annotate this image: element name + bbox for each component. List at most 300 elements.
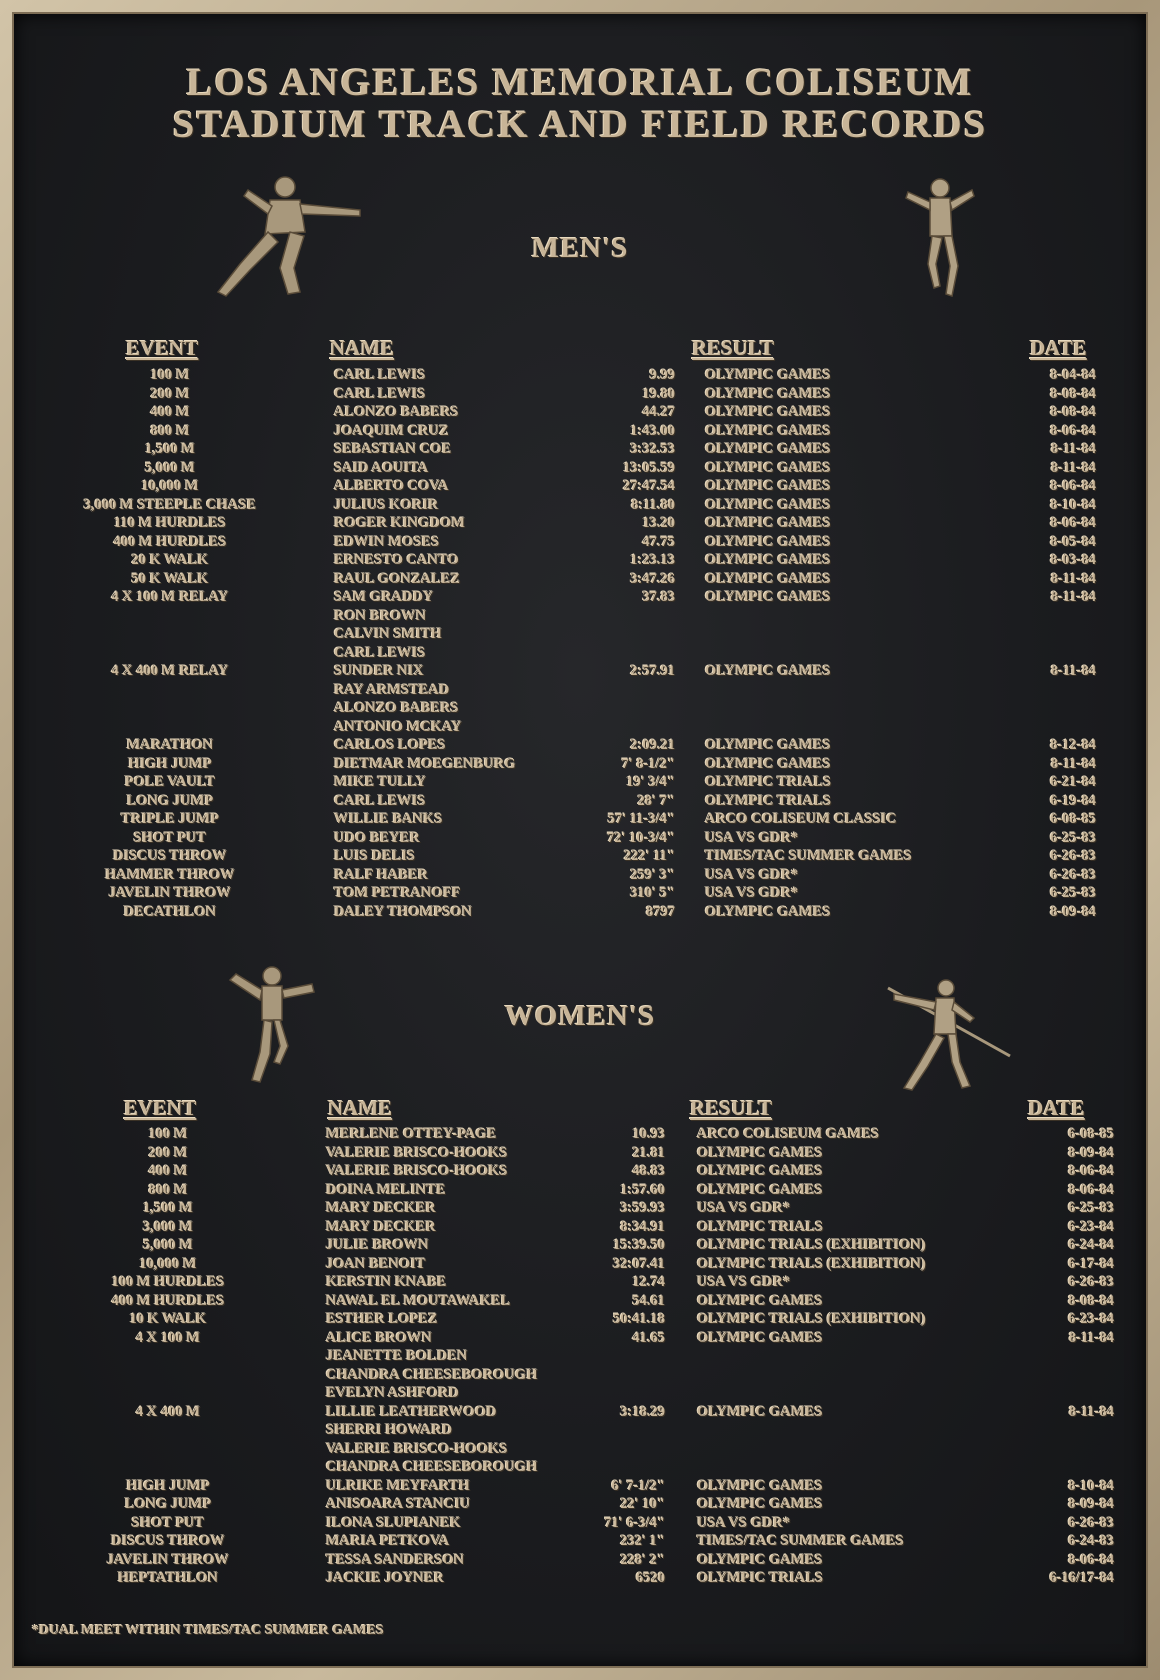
meet-cell: OLYMPIC GAMES <box>705 589 831 605</box>
womens-name-header: NAME <box>328 1096 393 1120</box>
meet-cell: OLYMPIC TRIALS <box>697 1218 824 1235</box>
date-cell: 8-06-84 <box>1068 1551 1114 1568</box>
javelin-thrower-figure-icon <box>884 978 1014 1098</box>
sprinter-figure-icon <box>222 962 322 1087</box>
result-cell: 8797 <box>646 903 675 920</box>
name-cell: ALONZO BABERS <box>334 404 459 420</box>
meet-cell: USA VS GDR* <box>697 1274 791 1290</box>
table-row <box>0 1293 1160 1312</box>
event-cell: 800 M <box>150 422 190 439</box>
event-cell: HIGH JUMP <box>126 1477 210 1494</box>
table-row <box>0 478 1160 497</box>
meet-cell: OLYMPIC GAMES <box>705 459 831 476</box>
result-cell: 1:23.13 <box>630 552 675 568</box>
meet-cell: OLYMPIC GAMES <box>697 1144 823 1161</box>
result-cell: 1:57.60 <box>620 1181 665 1198</box>
name-cell: CALVIN SMITH <box>334 626 442 642</box>
meet-cell: OLYMPIC GAMES <box>697 1163 823 1179</box>
date-cell: 8-11-84 <box>1050 589 1096 605</box>
footnote: *DUAL MEET WITHIN TIMES/TAC SUMMER GAMES <box>32 1623 384 1638</box>
name-cell: SAM GRADDY <box>334 589 434 605</box>
name-cell: CARLOS LOPES <box>334 737 446 753</box>
name-cell: ANISOARA STANCIU <box>326 1496 471 1512</box>
date-cell: 8-11-84 <box>1068 1329 1114 1346</box>
name-cell: RAY ARMSTEAD <box>334 681 450 698</box>
name-cell: ESTHER LOPEZ <box>326 1311 438 1327</box>
meet-cell: OLYMPIC GAMES <box>697 1403 823 1420</box>
event-cell: 3,000 M STEEPLE CHASE <box>83 496 257 513</box>
name-cell: CARL LEWIS <box>334 385 426 402</box>
meet-cell: OLYMPIC GAMES <box>697 1551 823 1568</box>
table-row <box>0 1311 1160 1330</box>
event-cell: DECATHLON <box>123 903 217 920</box>
event-cell: HAMMER THROW <box>105 866 235 883</box>
date-cell: 8-11-84 <box>1050 441 1096 457</box>
table-row <box>0 1237 1160 1256</box>
name-cell: LILLIE LEATHERWOOD <box>326 1403 497 1420</box>
table-row <box>0 1459 1160 1478</box>
table-row <box>0 700 1160 719</box>
meet-cell: OLYMPIC TRIALS <box>705 792 832 809</box>
event-cell: JAVELIN THROW <box>108 885 232 901</box>
name-cell: MERLENE OTTEY-PAGE <box>326 1126 497 1142</box>
result-cell: 8:11.80 <box>631 496 675 513</box>
table-row <box>0 460 1160 479</box>
table-row <box>0 571 1160 590</box>
mens-date-header: DATE <box>1030 336 1087 360</box>
date-cell: 8-06-84 <box>1068 1181 1114 1198</box>
table-row <box>0 1200 1160 1219</box>
result-cell: 232' 1" <box>620 1533 665 1549</box>
date-cell: 6-08-85 <box>1068 1126 1114 1142</box>
event-cell: DISCUS THROW <box>111 1533 225 1549</box>
meet-cell: OLYMPIC GAMES <box>705 385 831 402</box>
table-row <box>0 1163 1160 1182</box>
event-cell: 800 M <box>148 1181 188 1198</box>
table-row <box>0 848 1160 867</box>
name-cell: ALONZO BABERS <box>334 700 459 716</box>
event-cell: 4 X 400 M RELAY <box>111 663 229 679</box>
meet-cell: USA VS GDR* <box>705 829 799 846</box>
event-cell: 10 K WALK <box>129 1311 207 1327</box>
table-row <box>0 904 1160 923</box>
result-cell: 1:43.00 <box>630 422 675 439</box>
name-cell: ERNESTO CANTO <box>334 552 459 568</box>
mens-name-header: NAME <box>330 336 395 360</box>
table-row <box>0 719 1160 738</box>
table-row <box>0 885 1160 904</box>
result-cell: 222' 11" <box>623 848 675 864</box>
event-cell: 200 M <box>148 1144 188 1161</box>
table-row <box>0 1385 1160 1404</box>
result-cell: 3:59.93 <box>620 1200 665 1216</box>
name-cell: ROGER KINGDOM <box>334 515 465 531</box>
table-row <box>0 608 1160 627</box>
table-row <box>0 1441 1160 1460</box>
result-cell: 71' 6-3/4" <box>604 1514 665 1531</box>
table-row <box>0 1367 1160 1386</box>
event-cell: HIGH JUMP <box>128 755 212 772</box>
date-cell: 6-26-83 <box>1050 848 1096 864</box>
name-cell: DIETMAR MOEGENBURG <box>334 755 516 772</box>
table-row <box>0 1570 1160 1589</box>
meet-cell: USA VS GDR* <box>697 1514 791 1531</box>
date-cell: 8-06-84 <box>1050 422 1096 439</box>
meet-cell: OLYMPIC GAMES <box>705 422 831 439</box>
name-cell: VALERIE BRISCO-HOOKS <box>326 1440 508 1457</box>
name-cell: TESSA SANDERSON <box>326 1551 465 1568</box>
table-row <box>0 626 1160 645</box>
name-cell: WILLIE BANKS <box>334 811 443 827</box>
event-cell: 1,500 M <box>143 1200 193 1216</box>
result-cell: 6' 7-1/2" <box>611 1477 665 1494</box>
result-cell: 19.80 <box>642 385 675 402</box>
table-row <box>0 793 1160 812</box>
name-cell: JACKIE JOYNER <box>326 1570 445 1586</box>
title-line-2: STADIUM TRACK AND FIELD RECORDS <box>172 103 988 146</box>
table-row <box>0 367 1160 386</box>
title-line-1: LOS ANGELES MEMORIAL COLISEUM <box>186 61 974 104</box>
date-cell: 8-09-84 <box>1068 1496 1114 1512</box>
date-cell: 8-06-84 <box>1050 478 1096 494</box>
table-row <box>0 1219 1160 1238</box>
meet-cell: OLYMPIC GAMES <box>697 1329 823 1346</box>
meet-cell: OLYMPIC GAMES <box>705 533 831 550</box>
meet-cell: OLYMPIC TRIALS <box>697 1570 824 1586</box>
date-cell: 6-17-84 <box>1068 1255 1114 1272</box>
meet-cell: OLYMPIC GAMES <box>705 663 831 679</box>
table-row <box>0 589 1160 608</box>
event-cell: 5,000 M <box>145 459 195 476</box>
name-cell: EVELYN ASHFORD <box>326 1385 459 1401</box>
result-cell: 6520 <box>636 1570 665 1586</box>
name-cell: RON BROWN <box>334 607 427 624</box>
mens-section-title: MEN'S <box>531 232 629 264</box>
result-cell: 13:05.59 <box>623 459 675 476</box>
table-row <box>0 1552 1160 1571</box>
event-cell: 110 M HURDLES <box>114 515 226 531</box>
date-cell: 8-06-84 <box>1050 515 1096 531</box>
table-row <box>0 1533 1160 1552</box>
name-cell: MARY DECKER <box>326 1200 436 1216</box>
result-cell: 2:09.21 <box>630 737 675 753</box>
womens-result-header: RESULT <box>690 1096 773 1120</box>
event-cell: 100 M <box>148 1126 188 1142</box>
meet-cell: USA VS GDR* <box>705 885 799 901</box>
meet-cell: OLYMPIC GAMES <box>705 515 831 531</box>
table-row <box>0 1348 1160 1367</box>
name-cell: ULRIKE MEYFARTH <box>326 1477 470 1494</box>
name-cell: JOAN BENOIT <box>326 1255 426 1272</box>
date-cell: 8-06-84 <box>1068 1163 1114 1179</box>
result-cell: 310' 5" <box>630 885 675 901</box>
meet-cell: OLYMPIC TRIALS <box>705 774 832 790</box>
table-row <box>0 737 1160 756</box>
table-row <box>0 1256 1160 1275</box>
date-cell: 8-12-84 <box>1050 737 1096 753</box>
result-cell: 15:39.50 <box>613 1237 665 1253</box>
event-cell: 3,000 M <box>143 1218 193 1235</box>
result-cell: 259' 3" <box>630 866 675 883</box>
event-cell: DISCUS THROW <box>113 848 227 864</box>
event-cell: 10,000 M <box>139 1255 197 1272</box>
event-cell: LONG JUMP <box>126 792 214 809</box>
meet-cell: TIMES/TAC SUMMER GAMES <box>705 848 912 864</box>
mens-records-table <box>0 367 1160 922</box>
meet-cell: OLYMPIC GAMES <box>705 570 831 587</box>
event-cell: 1,500 M <box>145 441 195 457</box>
name-cell: VALERIE BRISCO-HOOKS <box>326 1144 508 1161</box>
event-cell: 4 X 400 M <box>135 1403 201 1420</box>
result-cell: 22' 10" <box>620 1496 665 1512</box>
result-cell: 37.83 <box>642 589 675 605</box>
table-row <box>0 534 1160 553</box>
meet-cell: OLYMPIC GAMES <box>697 1292 823 1309</box>
date-cell: 8-08-84 <box>1050 385 1096 402</box>
name-cell: VALERIE BRISCO-HOOKS <box>326 1163 508 1179</box>
result-cell: 21.81 <box>632 1144 665 1161</box>
table-row <box>0 867 1160 886</box>
meet-cell: USA VS GDR* <box>697 1200 791 1216</box>
result-cell: 12.74 <box>632 1274 665 1290</box>
name-cell: ALICE BROWN <box>326 1329 432 1346</box>
name-cell: NAWAL EL MOUTAWAKEL <box>326 1292 511 1309</box>
event-cell: 100 M <box>150 367 190 383</box>
womens-section-title: WOMEN'S <box>504 1000 656 1032</box>
result-cell: 3:32.53 <box>630 441 675 457</box>
event-cell: 200 M <box>150 385 190 402</box>
table-row <box>0 1330 1160 1349</box>
date-cell: 8-11-84 <box>1050 570 1096 587</box>
result-cell: 32:07.41 <box>613 1255 665 1272</box>
meet-cell: OLYMPIC TRIALS (EXHIBITION) <box>697 1255 926 1272</box>
date-cell: 6-25-83 <box>1068 1200 1114 1216</box>
name-cell: MARY DECKER <box>326 1218 436 1235</box>
table-row <box>0 663 1160 682</box>
event-cell: 10,000 M <box>141 478 199 494</box>
date-cell: 8-09-84 <box>1068 1144 1114 1161</box>
table-row <box>0 682 1160 701</box>
name-cell: ALBERTO COVA <box>334 478 449 494</box>
date-cell: 8-11-84 <box>1050 663 1096 679</box>
name-cell: RALF HABER <box>334 866 429 883</box>
fencer-figure-icon <box>210 172 370 302</box>
date-cell: 6-26-83 <box>1050 866 1096 883</box>
meet-cell: OLYMPIC TRIALS (EXHIBITION) <box>697 1237 926 1253</box>
meet-cell: OLYMPIC GAMES <box>705 552 831 568</box>
event-cell: 50 K WALK <box>131 570 209 587</box>
name-cell: TOM PETRANOFF <box>334 885 461 901</box>
event-cell: 5,000 M <box>143 1237 193 1253</box>
table-row <box>0 1274 1160 1293</box>
result-cell: 9.99 <box>649 367 675 383</box>
date-cell: 6-23-84 <box>1068 1218 1114 1235</box>
name-cell: EDWIN MOSES <box>334 533 440 550</box>
result-cell: 47.75 <box>642 533 675 550</box>
date-cell: 8-11-84 <box>1050 459 1096 476</box>
event-cell: 400 M <box>148 1163 188 1179</box>
result-cell: 7' 8-1/2" <box>621 755 675 772</box>
result-cell: 41.65 <box>632 1329 665 1346</box>
event-cell: 4 X 100 M RELAY <box>111 589 229 605</box>
name-cell: JOAQUIM CRUZ <box>334 422 449 439</box>
meet-cell: OLYMPIC GAMES <box>705 367 831 383</box>
name-cell: SEBASTIAN COE <box>334 441 452 457</box>
name-cell: DALEY THOMPSON <box>334 903 473 920</box>
date-cell: 8-08-84 <box>1050 404 1096 420</box>
event-cell: MARATHON <box>126 737 214 753</box>
date-cell: 8-10-84 <box>1068 1477 1114 1494</box>
meet-cell: OLYMPIC GAMES <box>705 404 831 420</box>
date-cell: 6-25-83 <box>1050 885 1096 901</box>
date-cell: 6-26-83 <box>1068 1514 1114 1531</box>
meet-cell: ARCO COLISEUM CLASSIC <box>705 811 897 827</box>
event-cell: 400 M HURDLES <box>113 533 227 550</box>
event-cell: TRIPLE JUMP <box>121 811 219 827</box>
meet-cell: OLYMPIC GAMES <box>705 755 831 772</box>
result-cell: 10.93 <box>632 1126 665 1142</box>
result-cell: 19' 3/4" <box>626 774 675 790</box>
result-cell: 50:41.18 <box>613 1311 665 1327</box>
date-cell: 6-23-84 <box>1068 1311 1114 1327</box>
womens-event-header: EVENT <box>124 1096 197 1120</box>
womens-date-header: DATE <box>1028 1096 1085 1120</box>
date-cell: 8-11-84 <box>1068 1403 1114 1420</box>
meet-cell: ARCO COLISEUM GAMES <box>697 1126 880 1142</box>
table-row <box>0 1182 1160 1201</box>
result-cell: 57' 11-3/4" <box>607 811 675 827</box>
event-cell: 400 M <box>150 404 190 420</box>
meet-cell: OLYMPIC GAMES <box>697 1181 823 1198</box>
name-cell: UDO BEYER <box>334 829 420 846</box>
meet-cell: OLYMPIC GAMES <box>705 903 831 920</box>
result-cell: 13.20 <box>642 515 675 531</box>
name-cell: SHERRI HOWARD <box>326 1422 453 1438</box>
result-cell: 72' 10-3/4" <box>606 829 675 846</box>
name-cell: JULIUS KORIR <box>334 496 439 513</box>
table-row <box>0 552 1160 571</box>
table-row <box>0 1478 1160 1497</box>
date-cell: 8-09-84 <box>1050 903 1096 920</box>
name-cell: KERSTIN KNABE <box>326 1274 447 1290</box>
table-row <box>0 1126 1160 1145</box>
table-row <box>0 1422 1160 1441</box>
result-cell: 2:57.91 <box>630 663 675 679</box>
date-cell: 6-25-83 <box>1050 829 1096 846</box>
result-cell: 8:34.91 <box>620 1218 665 1235</box>
date-cell: 8-11-84 <box>1050 755 1096 772</box>
table-row <box>0 645 1160 664</box>
meet-cell: OLYMPIC GAMES <box>697 1477 823 1494</box>
table-row <box>0 1404 1160 1423</box>
table-row <box>0 423 1160 442</box>
name-cell: CHANDRA CHEESEBOROUGH <box>326 1459 538 1475</box>
event-cell: JAVELIN THROW <box>106 1551 230 1568</box>
table-row <box>0 756 1160 775</box>
date-cell: 6-24-84 <box>1068 1237 1114 1253</box>
date-cell: 6-24-83 <box>1068 1533 1114 1549</box>
table-row <box>0 774 1160 793</box>
womens-records-table <box>0 1126 1160 1589</box>
meet-cell: OLYMPIC GAMES <box>705 496 831 513</box>
event-cell: SHOT PUT <box>133 829 207 846</box>
table-row <box>0 1145 1160 1164</box>
event-cell: POLE VAULT <box>124 774 216 790</box>
table-row <box>0 1496 1160 1515</box>
result-cell: 3:47.26 <box>630 570 675 587</box>
name-cell: MIKE TULLY <box>334 774 427 790</box>
result-cell: 54.61 <box>632 1292 665 1309</box>
name-cell: JEANETTE BOLDEN <box>326 1348 468 1364</box>
result-cell: 3:18.29 <box>620 1403 665 1420</box>
meet-cell: OLYMPIC GAMES <box>705 441 831 457</box>
event-cell: LONG JUMP <box>124 1496 212 1512</box>
name-cell: LUIS DELIS <box>334 848 415 864</box>
date-cell: 6-26-83 <box>1068 1274 1114 1290</box>
result-cell: 228' 2" <box>620 1551 665 1568</box>
event-cell: 100 M HURDLES <box>111 1274 225 1290</box>
event-cell: 400 M HURDLES <box>111 1292 225 1309</box>
date-cell: 6-19-84 <box>1050 792 1096 809</box>
result-cell: 27:47.54 <box>623 478 675 494</box>
name-cell: CARL LEWIS <box>334 792 426 809</box>
event-cell: 20 K WALK <box>131 552 209 568</box>
date-cell: 8-04-84 <box>1050 367 1096 383</box>
table-row <box>0 404 1160 423</box>
table-row <box>0 441 1160 460</box>
event-cell: HEPTATHLON <box>117 1570 219 1586</box>
mens-event-header: EVENT <box>126 336 199 360</box>
meet-cell: OLYMPIC GAMES <box>697 1496 823 1512</box>
event-cell: 4 X 100 M <box>135 1329 201 1346</box>
name-cell: ILONA SLUPIANEK <box>326 1514 461 1531</box>
name-cell: SAID AOUITA <box>334 459 429 476</box>
table-row <box>0 1515 1160 1534</box>
meet-cell: OLYMPIC TRIALS (EXHIBITION) <box>697 1311 926 1327</box>
event-cell: SHOT PUT <box>131 1514 205 1531</box>
date-cell: 8-03-84 <box>1050 552 1096 568</box>
date-cell: 6-08-85 <box>1050 811 1096 827</box>
table-row <box>0 386 1160 405</box>
mens-result-header: RESULT <box>692 336 775 360</box>
table-row <box>0 497 1160 516</box>
name-cell: CHANDRA CHEESEBOROUGH <box>326 1366 538 1383</box>
name-cell: DOINA MELINTE <box>326 1181 446 1198</box>
meet-cell: USA VS GDR* <box>705 866 799 883</box>
meet-cell: TIMES/TAC SUMMER GAMES <box>697 1533 904 1549</box>
table-row <box>0 830 1160 849</box>
name-cell: SUNDER NIX <box>334 663 424 679</box>
name-cell: CARL LEWIS <box>334 644 426 661</box>
name-cell: JULIE BROWN <box>326 1237 429 1253</box>
runner-figure-icon <box>900 176 980 306</box>
table-row <box>0 811 1160 830</box>
date-cell: 8-10-84 <box>1050 496 1096 513</box>
name-cell: CARL LEWIS <box>334 367 426 383</box>
result-cell: 48.83 <box>632 1163 665 1179</box>
result-cell: 28' 7" <box>637 792 675 809</box>
result-cell: 44.27 <box>642 404 675 420</box>
meet-cell: OLYMPIC GAMES <box>705 737 831 753</box>
date-cell: 8-08-84 <box>1068 1292 1114 1309</box>
table-row <box>0 515 1160 534</box>
date-cell: 6-21-84 <box>1050 774 1096 790</box>
meet-cell: OLYMPIC GAMES <box>705 478 831 494</box>
name-cell: MARIA PETKOVA <box>326 1533 450 1549</box>
name-cell: ANTONIO MCKAY <box>334 718 462 735</box>
date-cell: 6-16/17-84 <box>1049 1570 1114 1586</box>
name-cell: RAUL GONZALEZ <box>334 570 461 587</box>
